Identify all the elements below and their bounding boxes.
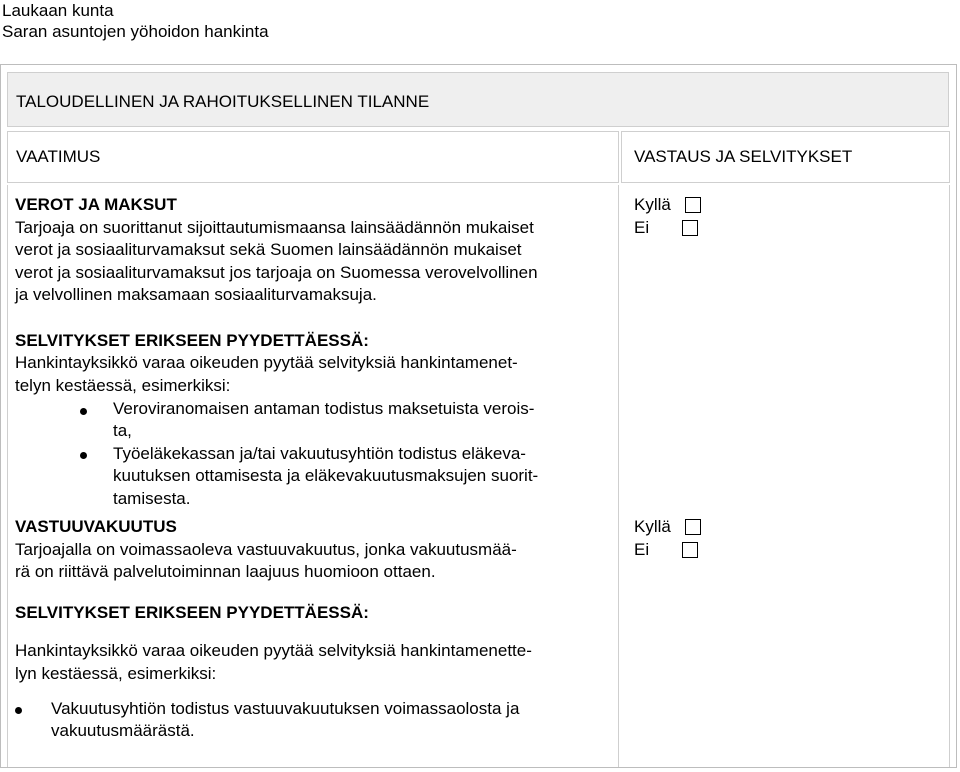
- bullet-text-line: Työeläkekassan ja/tai vakuutusyhtiön todistus eläkeva-: [113, 444, 526, 463]
- requirements-table: [0, 64, 957, 768]
- liability-reports-text-line: Hankintayksikkö varaa oikeuden pyytää selvityksiä hankintamenette-: [15, 641, 532, 660]
- bullet-text-line: vakuutusmäärästä.: [51, 721, 195, 740]
- liability-text-line: rä on riittävä palvelutoiminnan laajuus huomioon ottaen.: [15, 562, 436, 581]
- taxes-text-line: Tarjoaja on suorittanut sijoittautumismaansa lainsäädännön mukaiset: [15, 218, 534, 237]
- taxes-title: VEROT JA MAKSUT: [15, 195, 177, 214]
- liability-title: VASTUUVAKUUTUS: [15, 517, 177, 536]
- bullet-text-line: Vakuutusyhtiön todistus vastuuvakuutuksen voimassaolosta ja: [51, 699, 520, 718]
- taxes-yes-checkbox[interactable]: [685, 197, 701, 213]
- taxes-reports-text-line: telyn kestäessä, esimerkiksi:: [15, 376, 231, 395]
- taxes-text-line: verot ja sosiaaliturvamaksut sekä Suomen lainsäädännön mukaiset: [15, 240, 522, 259]
- liability-reports-text-line: lyn kestäessä, esimerkiksi:: [15, 664, 217, 683]
- bullet-text-line: ta,: [113, 421, 132, 440]
- bullet-text-line: tamisesta.: [113, 489, 191, 508]
- taxes-no-label: Ei: [634, 218, 650, 237]
- section-title: TALOUDELLINEN JA RAHOITUKSELLINEN TILANNE: [7, 72, 949, 127]
- bullet-icon: [15, 707, 22, 714]
- column-header-response: VASTAUS JA SELVITYKSET: [621, 131, 950, 183]
- liability-yes-label: Kyllä: [634, 517, 671, 536]
- taxes-text-line: ja velvollinen maksamaan sosiaaliturvamaksuja.: [15, 285, 377, 304]
- liability-no-checkbox[interactable]: [682, 542, 698, 558]
- taxes-no-checkbox[interactable]: [682, 220, 698, 236]
- taxes-text-line: verot ja sosiaaliturvamaksut jos tarjoaja on Suomessa verovelvollinen: [15, 263, 538, 282]
- procurement-title: Saran asuntojen yöhoidon hankinta: [2, 22, 269, 41]
- liability-reports-title: SELVITYKSET ERIKSEEN PYYDETTÄESSÄ:: [15, 603, 369, 622]
- bullet-text-line: Veroviranomaisen antaman todistus maksetuista verois-: [113, 399, 535, 418]
- taxes-yes-label: Kyllä: [634, 195, 671, 214]
- bullet-icon: [80, 452, 87, 459]
- column-header-requirement: VAATIMUS: [7, 131, 619, 183]
- liability-text-line: Tarjoajalla on voimassaoleva vastuuvakuutus, jonka vakuutusmää-: [15, 540, 517, 559]
- liability-no-label: Ei: [634, 540, 650, 559]
- taxes-reports-title: SELVITYKSET ERIKSEEN PYYDETTÄESSÄ:: [15, 331, 369, 350]
- bullet-icon: [80, 408, 87, 415]
- taxes-reports-text-line: Hankintayksikkö varaa oikeuden pyytää selvityksiä hankintamenet-: [15, 353, 518, 372]
- response-column: [621, 185, 950, 767]
- liability-yes-checkbox[interactable]: [685, 519, 701, 535]
- bullet-text-line: kuutuksen ottamisesta ja eläkevakuutusmaksujen suorit-: [113, 466, 539, 485]
- organization-name: Laukaan kunta: [2, 1, 114, 20]
